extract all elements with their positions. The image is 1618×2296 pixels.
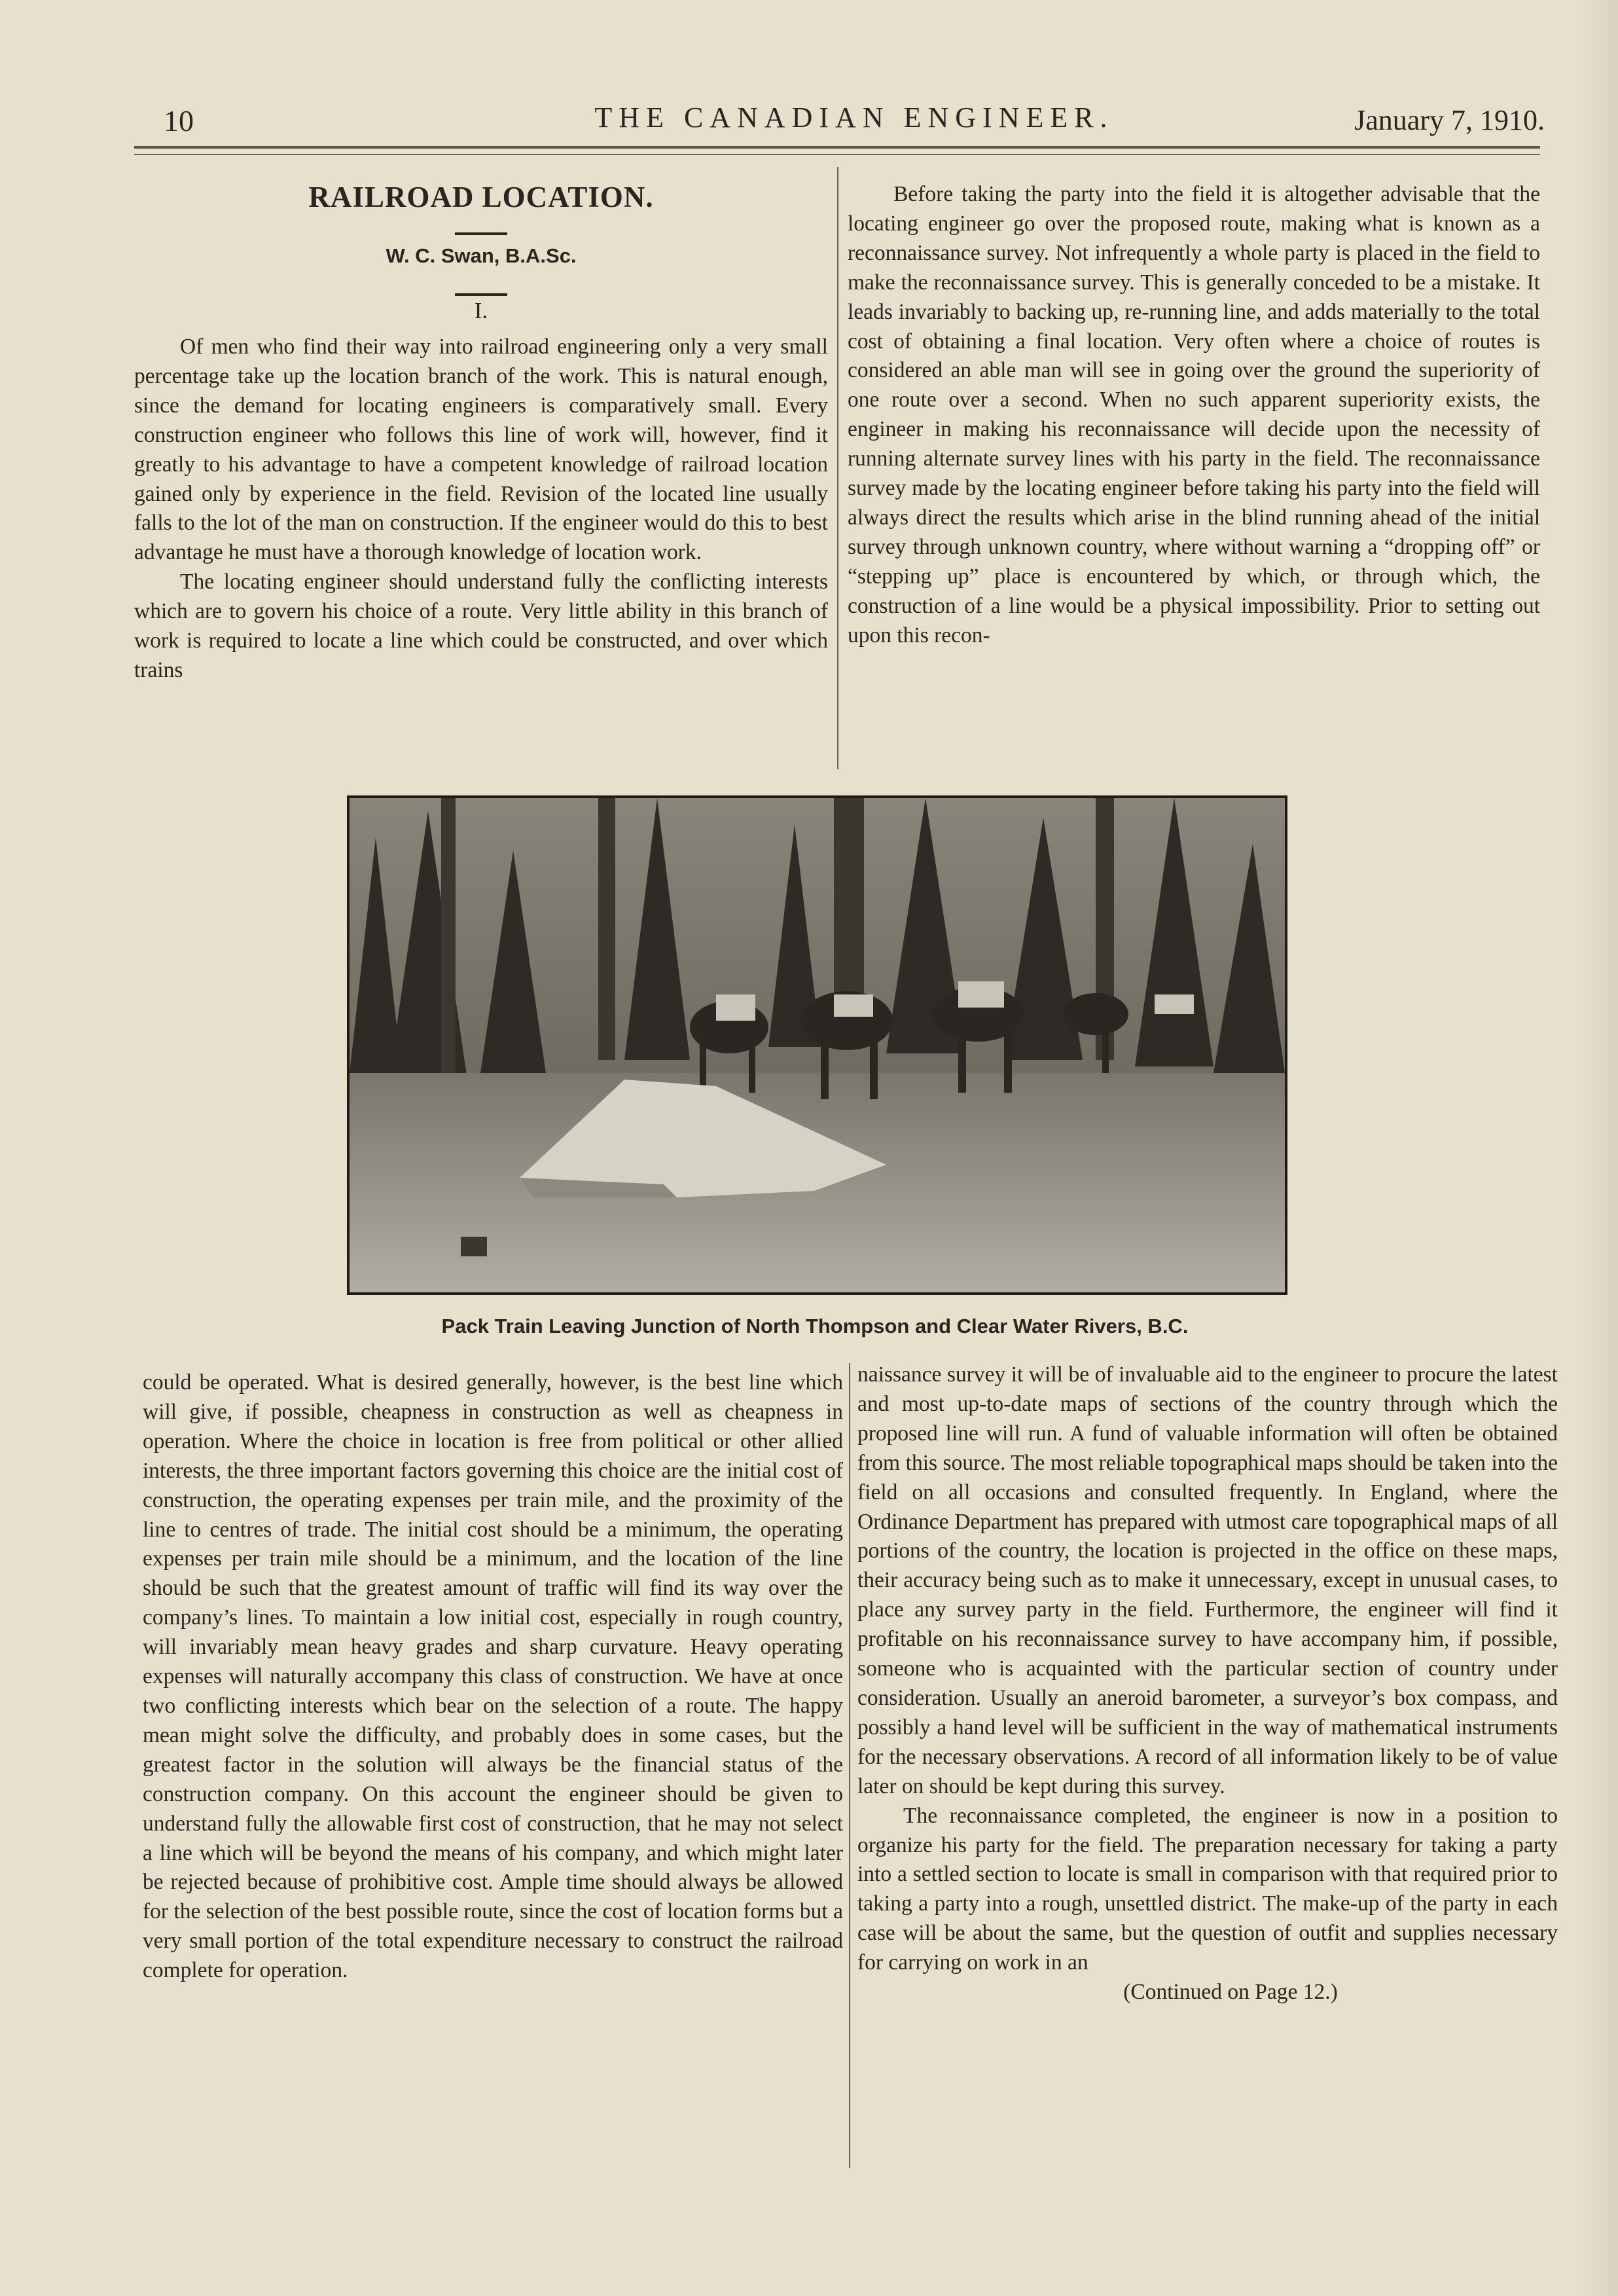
paragraph: could be operated. What is desired generally, however, is the best line which will give, if possible, cheapness in construction as well as cheapness in operation. Where the choice in location is free from political or other allied interests, the three important factors governing this choice are the initial cost of construction, the operating expenses per train mile, and the proximity of the line to centres of trade. The initial cost should be a minimum, the operating expenses per train mile should be a minimum, and the location of the line should be such that the greatest amount of traffic will find its way over the company’s lines. To maintain a low initial cost, especially in rough country, will invariably mean heavy grades and sharp curvature. Heavy operating expenses will naturally accompany this class of construction. We have at once two conflicting interests which bear on the selection of a route. The happy mean might solve the difficulty, and probably does in some cases, but the greatest factor in the solution will always be the financial status of the construction company. On this account the engineer should be given to understand fully the allowable first cost of construction, that he may not select a line which will be beyond the means of his company, and which might later be rejected because of prohibitive cost. Ample time should always be allowed for the selection of the best possible route, since the cost of location forms but a very small portion of the total expenditure necessary to construct the railroad complete for operation.: [143, 1370, 843, 1983]
continued-note: (Continued on Page 12.): [1123, 1980, 1338, 2005]
issue-date: January 7, 1910.: [1354, 104, 1545, 136]
header-rule: [134, 146, 1540, 149]
masthead: THE CANADIAN ENGINEER.: [594, 101, 1114, 134]
section-number: I.: [474, 298, 488, 323]
paragraph: Before taking the party into the field it is altogether advisable that the locating engineer go over the proposed route, making what is known as a reconnaissance survey. Not infrequently a whole party is placed in the field to make the reconnaissance survey. This is generally conceded to be a mistake. It leads invariably to backing up, re-running line, and adds materially to the total cost of obtaining a final location. Very often where a choice of routes is considered an able man will see in going over the ground the superiority of one route over a second. When no such apparent superiority exists, the engineer in making his reconnaissance will decide upon the necessity of running alternate survey lines with his party in the field. The reconnaissance survey made by the locating engineer before taking his party into the field will always direct the results which arise in the blind running ahead of the initial survey through unknown country, where without warning a “dropping off” or “stepping up” place is encountered by which, or through which, the construction of a line would be a physical impossibility. Prior to setting out upon this recon-: [848, 182, 1540, 647]
article-byline: W. C. Swan, B.A.Sc.: [386, 244, 577, 267]
column-top-left: [134, 333, 828, 685]
column-top-right: [848, 180, 1540, 651]
byline-dash: [455, 293, 507, 296]
article-title: RAILROAD LOCATION.: [308, 181, 654, 213]
column-divider: [849, 1363, 850, 2168]
header-rule-thin: [134, 154, 1540, 155]
paragraph: naissance survey it will be of invaluable aid to the engineer to procure the latest and most up-to-date maps of sections of the country through which the proposed line will run. A fund of valuable information will often be obtained from this source. The most reliable topographical maps should be taken into the field on all occasions and consulted frequently. In England, where the Ordinance Department has prepared with utmost care topographical maps of all portions of the country, the location is projected in the office on these maps, their accuracy being such as to make it unnecessary, except in unusual cases, to place any survey party in the field. Furthermore, the engineer will find it profitable on his reconnaissance survey to have accompany him, if possible, someone who is acquainted with the particular section of country under consideration. Usually an aneroid barometer, a surveyor’s box compass, and possibly a hand level will be sufficient in the way of mathematical instruments for the necessary observations. A record of all information likely to be of value later on should be kept during this survey.: [857, 1362, 1558, 1798]
figure-caption: Pack Train Leaving Junction of North Thompson and Clear Water Rivers, B.C.: [441, 1315, 1189, 1338]
paragraph: Of men who find their way into railroad engineering only a very small percentage take up the location branch of the work. This is natural enough, since the demand for locating engineers is comparatively small. Every construction engineer who follows this line of work will, however, find it greatly to his advantage to have a competent knowledge of railroad location gained only by experience in the field. Revision of the located line usually falls to the lot of the man on construction. If the engineer would do this to best advantage he must have a thorough knowledge of location work.: [134, 335, 828, 565]
page-header: [164, 98, 1545, 144]
page-number: 10: [164, 104, 194, 137]
column-bottom-left: [143, 1368, 843, 1986]
paragraph: The reconnaissance completed, the engineer is now in a position to organize his party for the field. The preparation necessary for taking a party into a settled section to locate is small in comparison with that required prior to taking a party into a rough, unsettled district. The make-up of the party in each case will be about the same, but the question of outfit and supplies necessary for carrying on work in an: [857, 1803, 1558, 1975]
pack-train-photo: [347, 795, 1287, 1295]
page-edge-shadow: [1579, 0, 1618, 2296]
column-divider: [837, 167, 838, 769]
paragraph: The locating engineer should understand fully the conflicting interests which are to govern his choice of a route. Very little ability in this branch of work is required to locate a line which could be constructed, and over which trains: [134, 570, 828, 682]
title-dash: [455, 232, 507, 235]
column-bottom-right: [857, 1360, 1558, 2007]
